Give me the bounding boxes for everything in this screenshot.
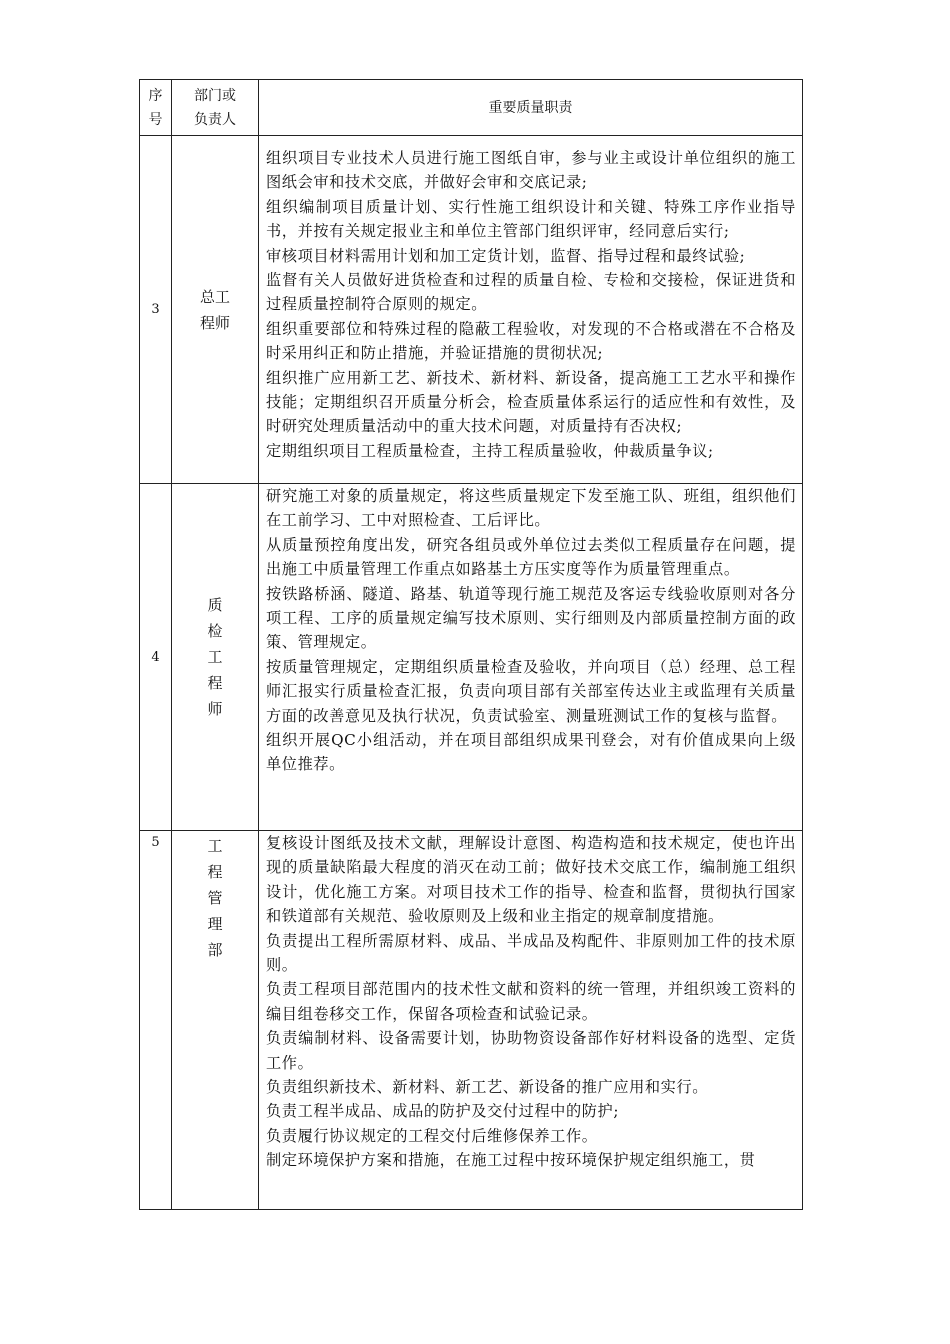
dept-line: 检 — [207, 622, 223, 640]
table-row — [140, 831, 803, 1210]
dept-line: 工 — [207, 648, 223, 666]
duty-item: 监督有关人员做好进货检查和过程的质量自检、专检和交接检，保证进货和过程质量控制符合原则的规定。 — [266, 271, 796, 314]
quality-duty-table — [139, 79, 803, 1210]
duty-item: 研究施工对象的质量规定，将这些质量规定下发至施工队、班组，组织他们在工前学习、工中对照检查、工后评比。 — [266, 487, 796, 530]
dept-line: 程 — [207, 863, 223, 881]
row-dept — [172, 136, 259, 484]
duty-item: 组织重要部位和特殊过程的隐蔽工程验收，对发现的不合格或潜在不合格及时采用纠正和防止措施，并验证措施的贯彻状况; — [266, 319, 796, 363]
row-seq: 3 — [140, 136, 172, 484]
row-seq: 5 — [140, 831, 172, 1210]
table-row — [140, 484, 803, 831]
row-duties — [259, 136, 803, 484]
duty-item: 定期组织项目工程质量检查，主持工程质量验收，仲裁质量争议; — [266, 441, 714, 460]
duty-item: 负责工程半成品、成品的防护及交付过程中的防护; — [266, 1102, 620, 1121]
duty-item: 负责组织新技术、新材料、新工艺、新设备的推广应用和实行。 — [266, 1078, 709, 1097]
duty-item: 负责工程项目部范围内的技术性文献和资料的统一管理，并组织竣工资料的编目组卷移交工作，保留各项检查和试验记录。 — [266, 980, 796, 1023]
header-seq — [140, 80, 172, 136]
dept-line: 师 — [207, 700, 223, 718]
duty-item: 复核设计图纸及技术文献，理解设计意图、构造构造和技术规定，使也许出现的质量缺陷最大程度的消灭在动工前；做好技术交底工作，编制施工组织设计，优化施工方案。对项目技术工作的指导、检查和监督，贯彻执行国家和铁道部有关规范、验收原则及上级和业主指定的规章制度措施。 — [266, 834, 796, 926]
duty-item: 组织项目专业技术人员进行施工图纸自审，参与业主或设计单位组织的施工图纸会审和技术交底，并做好会审和交底记录; — [266, 149, 796, 192]
dept-line: 部 — [207, 941, 223, 959]
duty-item: 审核项目材料需用计划和加工定货计划，监督、指导过程和最终试验; — [266, 246, 746, 265]
row-duties — [259, 484, 803, 831]
duty-item: 组织开展QC小组活动，并在项目部组织成果刊登会，对有价值成果向上级单位推荐。 — [266, 731, 796, 774]
duty-item: 组织推广应用新工艺、新技术、新材料、新设备，提高施工工艺水平和操作技能；定期组织召开质量分析会，检查质量体系运行的适应性和有效性，及时研究处理质量活动中的重大技术问题，对质量持有否决权; — [266, 368, 796, 436]
duty-item: 制定环境保护方案和措施，在施工过程中按环境保护规定组织施工，贯 — [266, 1151, 756, 1170]
table-row — [140, 136, 803, 484]
duty-item: 组织编制项目质量计划、实行性施工组织设计和关键、特殊工序作业指导书，并按有关规定报业主和单位主管部门组织评审，经同意后实行; — [266, 197, 796, 241]
duty-item: 负责履行协议规定的工程交付后维修保养工作。 — [266, 1126, 598, 1145]
duty-item: 负责编制材料、设备需要计划，协助物资设备部作好材料设备的选型、定货工作。 — [266, 1029, 796, 1072]
dept-line: 总工 — [199, 287, 230, 306]
row-dept — [172, 831, 259, 1210]
header-seq-label: 序号 — [148, 87, 163, 128]
dept-line: 程 — [207, 674, 223, 692]
dept-line: 程师 — [199, 313, 230, 332]
duty-item: 按质量管理规定，定期组织质量检查及验收，并向项目（总）经理、总工程师汇报实行质量检查汇报，负责向项目部有关部室传达业主或监理有关质量方面的改善意见及执行状况，负责试验室、测量班测试工作的复核与监督。 — [266, 657, 796, 725]
row-seq: 4 — [140, 484, 172, 831]
header-duty-label: 重要质量职责 — [488, 99, 573, 116]
dept-line: 理 — [207, 915, 223, 933]
duty-item: 从质量预控角度出发，研究各组员或外单位过去类似工程质量存在问题，提出施工中质量管理工作重点如路基土方压实度等作为质量管理重点。 — [266, 535, 796, 579]
duty-item: 按铁路桥涵、隧道、路基、轨道等现行施工规范及客运专线验收原则对各分项工程、工序的质量规定编写技术原则、实行细则及内部质量控制方面的政策、管理规定。 — [266, 584, 796, 652]
dept-line: 管 — [207, 889, 223, 907]
dept-line: 工 — [207, 837, 223, 855]
dept-line: 质 — [207, 596, 223, 614]
header-dept — [172, 80, 259, 136]
table-header-row — [140, 80, 803, 136]
row-dept — [172, 484, 259, 831]
row-duties — [259, 831, 803, 1210]
header-dept-label: 部门或负责人 — [194, 87, 236, 128]
header-duty — [259, 80, 803, 136]
duty-item: 负责提出工程所需原材料、成品、半成品及构配件、非原则加工件的技术原则。 — [266, 931, 796, 975]
